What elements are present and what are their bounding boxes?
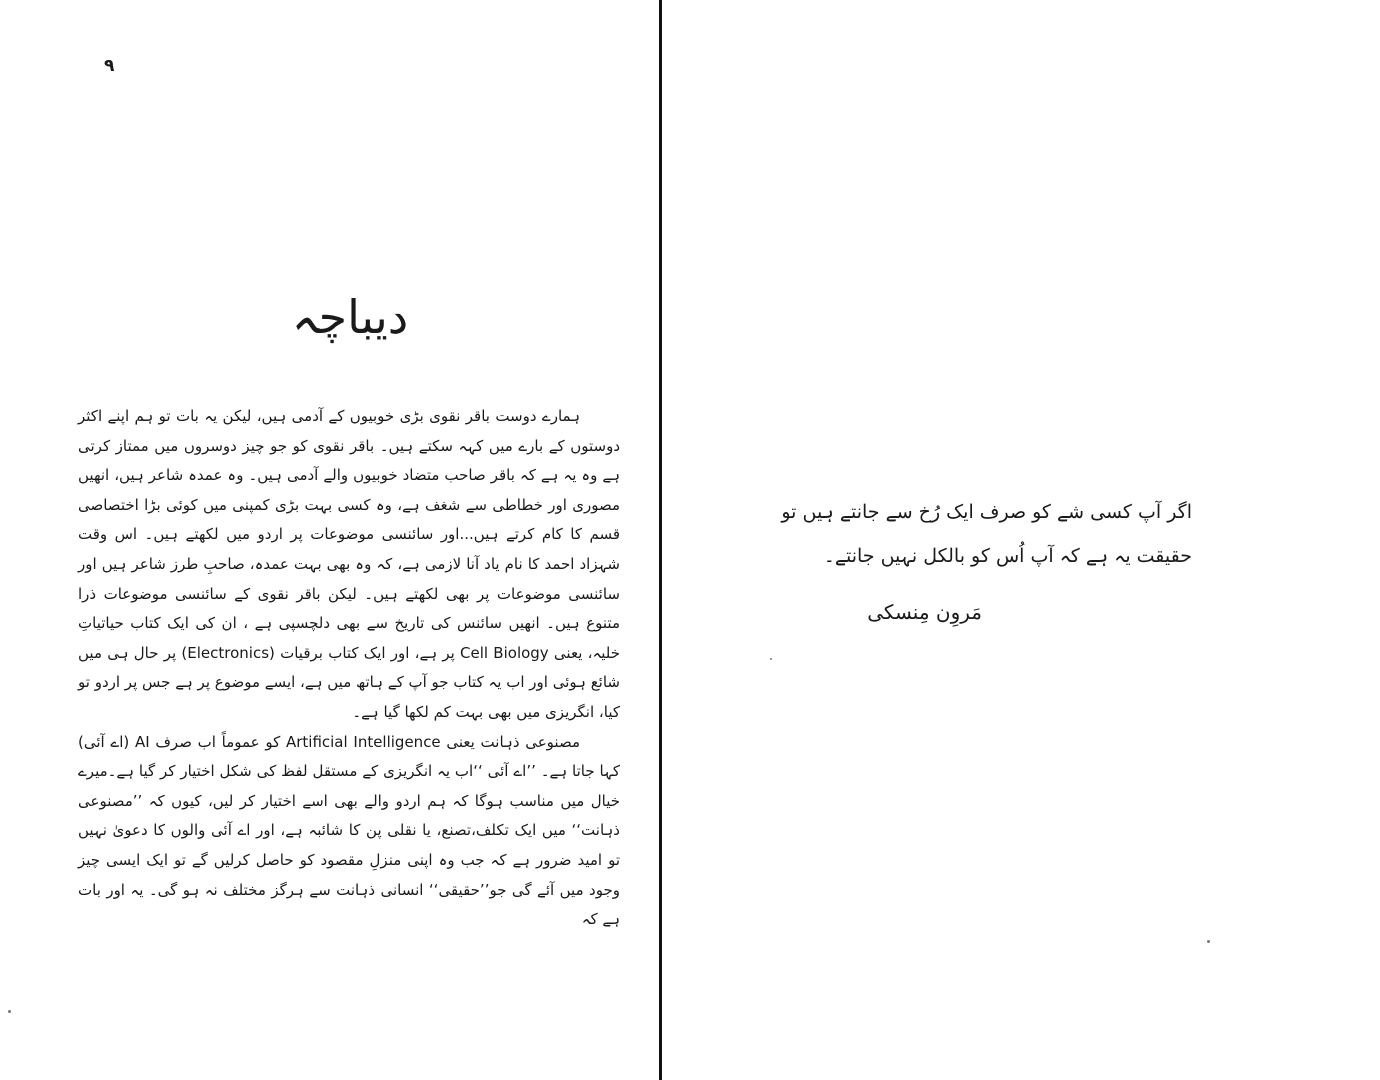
paragraph-1: ہمارے دوست باقر نقوی بڑی خوبیوں کے آدمی ہیں، لیکن یہ بات تو ہم اپنے اکثر دوستوں کے بارے میں کہہ سکتے ہیں۔ باقر نقوی کو جو چیز دوسروں میں ممتاز کرتی ہے وہ یہ ہے کہ باقر صاحب متضاد خوبیوں والے آدمی ہیں۔ وہ عمدہ شاعر ہیں، انھیں مصوری اور خطاطی سے شغف ہے، وہ کسی بہت بڑی کمپنی میں کوئی بڑا اختصاصی قسم کا کام کرتے ہیں...اور سائنسی موضوعات پر اردو میں لکھتے ہیں۔ اس وقت شہزاد احمد کا نام یاد آنا لازمی ہے، کہ وہ بھی بہت عمدہ، صاحبِ طرز شاعر ہیں اور سائنسی موضوعات پر بھی لکھتے ہیں۔ لیکن باقر نقوی کے سائنسی موضوعات ذرا متنوع ہیں۔ انھیں سائنس کی تاریخ سے بھی دلچسپی ہے ، ان کی ایک کتاب حیاتیاتِ خلیہ، یعنی Cell Biology پر ہے، اور ایک کتاب برقیات (Electronics) پر حال ہی میں شائع ہوئی اور اب یہ کتاب جو آپ کے ہاتھ میں ہے، ایسے موضوع پر ہے جس پر اردو تو کیا، انگریزی میں بھی بہت کم لکھا گیا ہے۔ — [78, 407, 620, 721]
preface-body — [78, 402, 620, 935]
print-speck — [1207, 940, 1210, 943]
print-speck — [8, 1010, 11, 1013]
epigraph-quote — [781, 490, 1192, 578]
quote-line-2: حقیقت یہ ہے کہ آپ اُس کو بالکل نہیں جانتے۔ — [823, 545, 1192, 567]
right-page — [662, 0, 1380, 1080]
left-page — [0, 0, 659, 1080]
paragraph-2: مصنوعی ذہانت یعنی Artificial Intelligence کو عموماً اب صرف AI (اے آئی) کہا جاتا ہے۔ ’’اے آئی ‘‘اب یہ انگریزی کے مستقل لفظ کی شکل اختیار کر گیا ہے۔میرے خیال میں مناسب ہوگا کہ ہم اردو والے بھی اسے اختیار کر لیں، کیوں کہ ’’مصنوعی ذہانت‘‘ میں ایک تکلف،تصنع، یا نقلی پن کا شائبہ ہے، اور اے آئی والوں کا دعویٰ نہیں تو امید ضرور ہے کہ جب وہ اپنی منزلِ مقصود کو حاصل کرلیں گے تو ایک ایسی چیز وجود میں آئے گی جو’’حقیقی‘‘ انسانی ذہانت سے ہرگز مختلف نہ ہو گی۔ یہ اور بات ہے کہ — [78, 732, 620, 929]
chapter-title: دیباچہ — [291, 290, 409, 344]
quote-line-1: اگر آپ کسی شے کو صرف ایک رُخ سے جانتے ہیں تو — [781, 501, 1192, 523]
page-number: ۹ — [104, 56, 115, 76]
print-speck — [770, 658, 772, 660]
epigraph-author: مَروِن مِنسکی — [867, 600, 982, 624]
